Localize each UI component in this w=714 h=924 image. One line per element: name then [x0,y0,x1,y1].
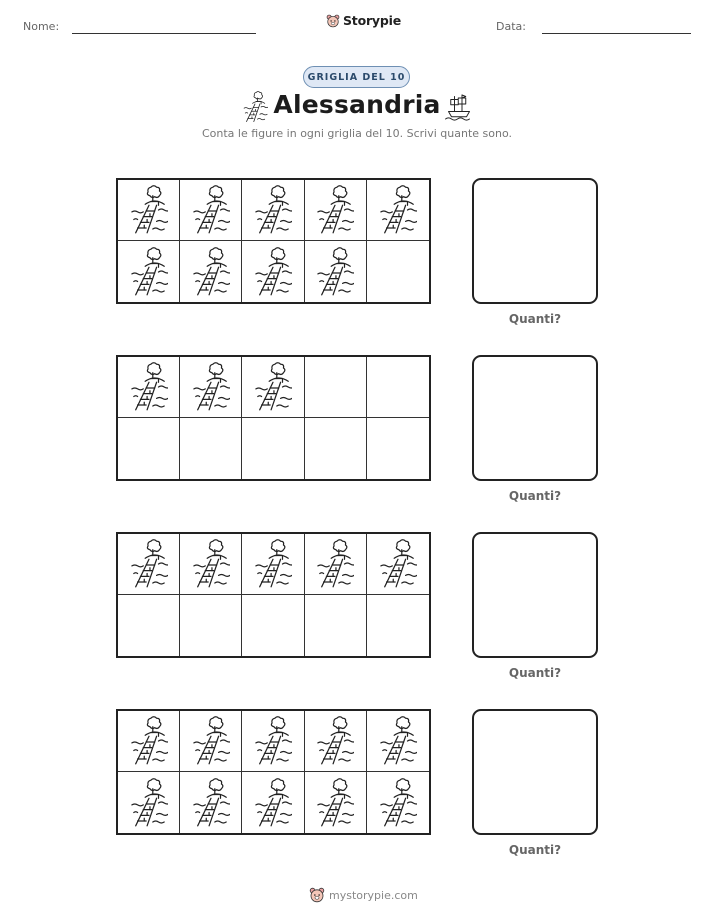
ten-frame-cell [242,241,304,302]
lighthouse-island-icon [254,360,292,414]
ten-frame-cell [118,772,180,833]
ten-frame-cell [367,534,429,595]
lighthouse-island-icon [379,776,417,830]
ten-frame-cell [305,180,367,241]
lighthouse-island-icon [192,537,230,591]
brand-logo [326,13,401,28]
answer-label: Quanti? [508,489,562,503]
lighthouse-island-icon [130,360,168,414]
answer-label: Quanti? [508,666,562,680]
lighthouse-island-icon [379,183,417,237]
bear-mascot-icon [309,887,325,903]
ten-frame-cell [242,534,304,595]
ten-frame-cell [118,711,180,772]
lighthouse-island-icon [254,776,292,830]
ten-frame-cell [367,711,429,772]
answer-label: Quanti? [508,843,562,857]
lighthouse-island-icon [316,183,354,237]
instructions: Conta le figure in ogni griglia del 10. Scrivi quante sono. [201,127,512,140]
ten-frame-cell [242,418,304,479]
ten-frame-cell [305,772,367,833]
ten-frame-cell [305,534,367,595]
ten-frame-cell [367,418,429,479]
ten-frame-cell [305,595,367,656]
ten-frame-cell [242,180,304,241]
ten-frame [116,709,431,835]
ten-frame [116,178,431,304]
ten-frame-cell [367,180,429,241]
date-line[interactable] [542,33,691,34]
ten-frame-cell [367,772,429,833]
lighthouse-island-icon [254,245,292,299]
ten-frame-cell [180,595,242,656]
ten-frame-cell [305,418,367,479]
ten-frame-cell [180,534,242,595]
lighthouse-island-icon [379,714,417,768]
ten-frame-cell [118,357,180,418]
lighthouse-island-icon [192,776,230,830]
lighthouse-island-icon [316,537,354,591]
ten-frame-cell [242,357,304,418]
lighthouse-island-icon [130,714,168,768]
bear-mascot-icon [326,14,340,28]
ten-frame-cell [118,595,180,656]
ten-frame-cell [305,241,367,302]
ten-frame-cell [180,711,242,772]
ten-frame-cell [180,418,242,479]
date-label: Data: [496,20,526,33]
ten-frame-cell [242,595,304,656]
page-title: Alessandria [273,90,441,119]
lighthouse-island-icon [192,245,230,299]
lighthouse-island-icon [254,537,292,591]
lighthouse-island-icon [130,537,168,591]
lighthouse-island-icon [130,245,168,299]
name-line[interactable] [72,33,256,34]
footer [309,887,418,903]
name-label: Nome: [23,20,60,33]
ten-frame-cell [367,241,429,302]
answer-box[interactable] [472,532,598,658]
answer-label: Quanti? [508,312,562,326]
ten-frame-cell [367,357,429,418]
ten-frame-cell [242,711,304,772]
ten-frame [116,355,431,481]
lighthouse-island-icon [254,183,292,237]
lighthouse-island-icon [316,776,354,830]
ten-frame [116,532,431,658]
ten-frame-cell [305,357,367,418]
ten-frame-cell [118,418,180,479]
ten-frame-cell [118,534,180,595]
ten-frame-cell [180,180,242,241]
lighthouse-island-icon [192,183,230,237]
lighthouse-island-icon [130,776,168,830]
ten-frame-cell [180,241,242,302]
worksheet-badge: GRIGLIA DEL 10 [303,66,410,88]
brand-name: Storypie [343,13,401,28]
ten-frame-cell [118,180,180,241]
ten-frame-cell [242,772,304,833]
ten-frame-cell [118,241,180,302]
answer-box[interactable] [472,178,598,304]
lighthouse-island-icon [316,245,354,299]
answer-box[interactable] [472,709,598,835]
answer-box[interactable] [472,355,598,481]
lighthouse-island-icon [254,714,292,768]
ten-frame-cell [180,357,242,418]
footer-url: mystorypie.com [329,888,418,902]
lighthouse-island-icon [192,360,230,414]
lighthouse-island-icon [192,714,230,768]
ten-frame-cell [367,595,429,656]
ten-frame-cell [180,772,242,833]
lighthouse-island-icon [316,714,354,768]
lighthouse-island-icon [130,183,168,237]
ten-frame-cell [305,711,367,772]
sailing-ship-icon [444,92,474,122]
lighthouse-island-icon [379,537,417,591]
